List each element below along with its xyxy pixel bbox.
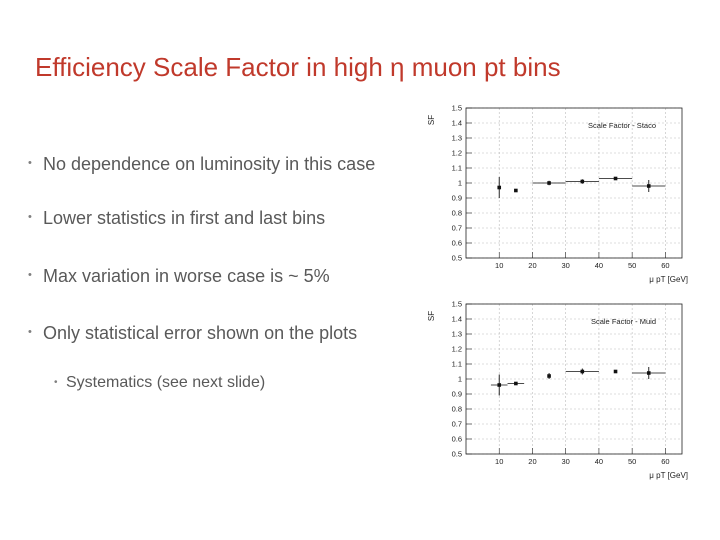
x-tick-label: 60 <box>661 457 670 466</box>
y-tick-label: 0.5 <box>451 253 462 263</box>
x-axis-label: μ pT [GeV] <box>649 471 688 480</box>
bullet-dot-icon: • <box>28 326 32 338</box>
x-tick-label: 10 <box>495 457 504 466</box>
data-point <box>614 177 618 181</box>
data-point <box>581 180 585 184</box>
bullet-dot-icon: • <box>28 157 32 169</box>
data-point <box>547 181 551 185</box>
sub-bullet-item <box>54 373 384 393</box>
y-tick-label: 1.4 <box>451 118 462 128</box>
data-point <box>497 186 501 190</box>
y-tick-label: 1 <box>457 178 462 188</box>
y-tick-label: 1.5 <box>451 103 462 113</box>
bullet-text: Only statistical error shown on the plots <box>43 323 358 343</box>
y-tick-label: 1.3 <box>451 133 462 143</box>
data-point <box>497 383 501 387</box>
y-axis-label: SF <box>427 114 436 126</box>
x-tick-label: 30 <box>561 261 570 270</box>
bullet-dot-icon: • <box>28 211 32 223</box>
y-tick-label: 0.5 <box>451 449 462 459</box>
x-tick-label: 20 <box>528 261 537 270</box>
y-tick-label: 0.7 <box>451 419 462 429</box>
legend-label: Scale Factor - Muid <box>590 317 656 326</box>
y-tick-label: 1.2 <box>451 148 462 158</box>
x-tick-label: 30 <box>561 457 570 466</box>
y-tick-label: 0.8 <box>451 404 462 414</box>
y-tick-label: 1.2 <box>451 344 462 354</box>
bullet-text: Max variation in worse case is ~ 5% <box>43 266 330 286</box>
y-tick-label: 1.3 <box>451 329 462 339</box>
y-tick-label: 0.9 <box>451 193 462 203</box>
data-point <box>514 189 518 193</box>
y-tick-label: 0.9 <box>451 389 462 399</box>
bullet-text: Lower statistics in first and last bins <box>43 208 326 228</box>
data-point <box>514 382 518 386</box>
legend-label: Scale Factor - Staco <box>588 121 656 130</box>
x-tick-label: 50 <box>627 261 637 270</box>
y-tick-label: 1.5 <box>451 299 462 309</box>
sub-bullet-text: Systematics (see next slide) <box>66 374 266 391</box>
data-point <box>614 370 618 374</box>
bullet-item <box>28 206 398 230</box>
y-tick-label: 0.7 <box>451 223 462 233</box>
bullet-item <box>28 152 398 176</box>
x-tick-label: 20 <box>528 457 537 466</box>
y-tick-label: 1.1 <box>451 359 462 369</box>
bullet-dot-icon: • <box>28 269 32 281</box>
y-tick-label: 1.1 <box>451 163 462 173</box>
y-axis-label: SF <box>427 310 436 322</box>
sub-bullet-dot-icon: • <box>54 377 58 388</box>
slide-title: Efficiency Scale Factor in high η muon pt bins <box>35 52 561 82</box>
bullet-item <box>28 264 398 288</box>
x-tick-label: 40 <box>594 261 604 270</box>
bullet-text: No dependence on luminosity in this case <box>43 154 376 174</box>
y-tick-label: 0.8 <box>451 208 462 218</box>
scale-factor-staco-chart <box>420 100 720 290</box>
scale-factor-muid-chart <box>420 296 720 486</box>
data-point <box>647 184 651 188</box>
x-tick-label: 40 <box>594 457 604 466</box>
x-tick-label: 10 <box>495 261 504 270</box>
data-point <box>581 370 585 374</box>
x-tick-label: 50 <box>627 457 637 466</box>
data-point <box>647 371 651 375</box>
y-tick-label: 1 <box>457 374 462 384</box>
y-tick-label: 0.6 <box>451 434 462 444</box>
x-axis-label: μ pT [GeV] <box>649 275 688 284</box>
y-tick-label: 0.6 <box>451 238 462 248</box>
bullet-item <box>28 321 398 391</box>
y-tick-label: 1.4 <box>451 314 462 324</box>
data-point <box>547 374 551 378</box>
x-tick-label: 60 <box>661 261 670 270</box>
